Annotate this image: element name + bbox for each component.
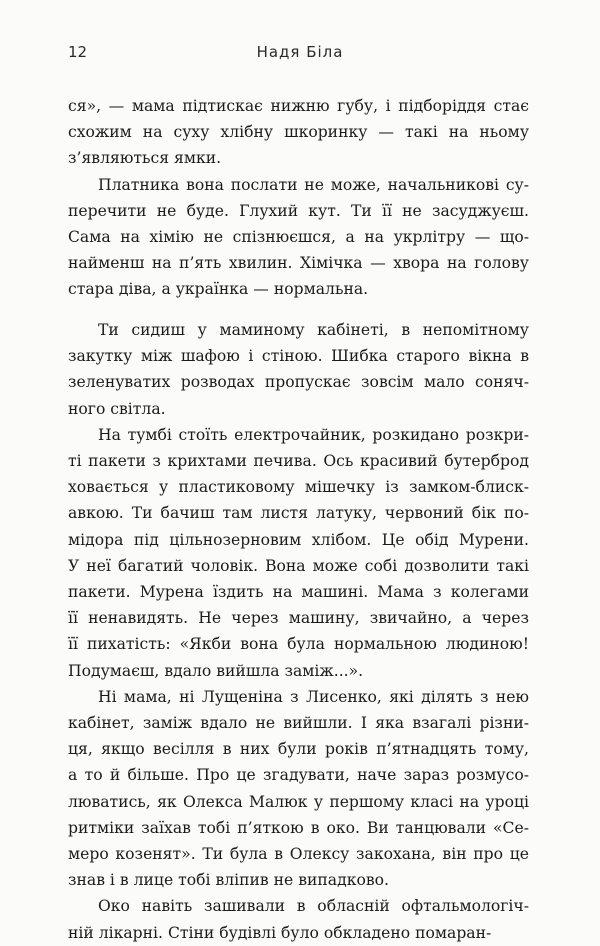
text-line: ті пакети з крихтами печива. Ось красивий бутерброд <box>68 452 529 471</box>
text-line: Подумаєш, вдало вийшла заміж...». <box>68 661 364 680</box>
paragraph <box>68 93 529 172</box>
text-line: ній лікарні. Стіни будівлі було обкладено помаран- <box>68 923 492 942</box>
paragraph <box>68 684 529 894</box>
paragraph <box>68 422 529 684</box>
text-section-1 <box>68 93 529 303</box>
text-line: ця, якщо весілля в них були років п’ятнадцять тому, <box>68 740 529 759</box>
text-line: Платника вона послати не може, начальникові су- <box>98 175 529 194</box>
text-line: ховається у пластиковому мішечку із замком-блиск- <box>68 478 529 497</box>
text-line: Ні мама, ні Лущеніна з Лисенко, які ділять з нею <box>98 687 529 706</box>
text-line: а то й більше. Про це згадувати, наче зараз розмусо- <box>68 766 529 785</box>
text-line: стара діва, а українка — нормальна. <box>68 280 369 299</box>
text-line: меро козенят». Ти була в Олексу закохана, він про це <box>68 845 529 864</box>
text-line: з’являються ямки. <box>68 149 222 168</box>
text-line: закутку між шафою і стіною. Шибка старого вікна в <box>68 347 529 366</box>
text-line: Око навіть зашивали в обласній офтальмологіч- <box>98 897 529 916</box>
text-line: знав і в лице тобі вліпив не випадково. <box>68 871 389 890</box>
text-line: схожим на суху хлібну шкоринку — такі на ньому <box>68 123 529 142</box>
running-head: Надя Біла <box>256 43 344 61</box>
text-line: її пихатість: «Якби вона була нормальною людиною! <box>68 635 529 654</box>
text-line: кабінет, заміж вдало не вийшли. І яка взагалі різни- <box>68 714 529 733</box>
paragraph <box>68 172 529 303</box>
text-line: перечити не буде. Глухий кут. Ти її не засуджуєш. <box>68 201 529 220</box>
text-section-2 <box>68 317 529 946</box>
text-line: ритміки заїхав тобі п’яткою в око. Ви танцювали «Се- <box>68 818 529 837</box>
text-line: На тумбі стоїть електрочайник, розкидано розкри- <box>98 425 529 444</box>
text-line: Ти сидиш у маминому кабінеті, в непомітному <box>98 321 529 339</box>
text-line: її ненавидять. Не через машину, звичайно, а через <box>68 609 529 628</box>
text-line: ного світла. <box>68 399 166 418</box>
text-line: найменш на п’ять хвилин. Хімічка — хвора на голову <box>68 254 529 273</box>
text-line: Сама на хімію не спізнюєшся, а на укрлітру — що- <box>68 228 529 247</box>
paragraph <box>68 893 529 945</box>
text-line: авкою. Ти бачиш там листя латуку, червоний бік по- <box>68 504 529 523</box>
text-line: люватись, як Олекса Малюк у першому класі на уроці <box>68 792 529 811</box>
paragraph <box>68 317 529 422</box>
page-header <box>68 43 532 65</box>
text-line: ся», — мама підтискає нижню губу, і підборіддя стає <box>68 97 529 115</box>
text-line: зеленуватих розводах пропускає зовсім мало соняч- <box>68 373 529 392</box>
page-number: 12 <box>68 43 88 61</box>
text-line: мідора під цільнозерновим хлібом. Це обід Мурени. <box>68 530 529 549</box>
text-line: У неї багатий чоловік. Вона може собі дозволити такі <box>68 556 529 575</box>
text-line: пакети. Мурена їздить на машині. Мама з колегами <box>68 583 529 602</box>
